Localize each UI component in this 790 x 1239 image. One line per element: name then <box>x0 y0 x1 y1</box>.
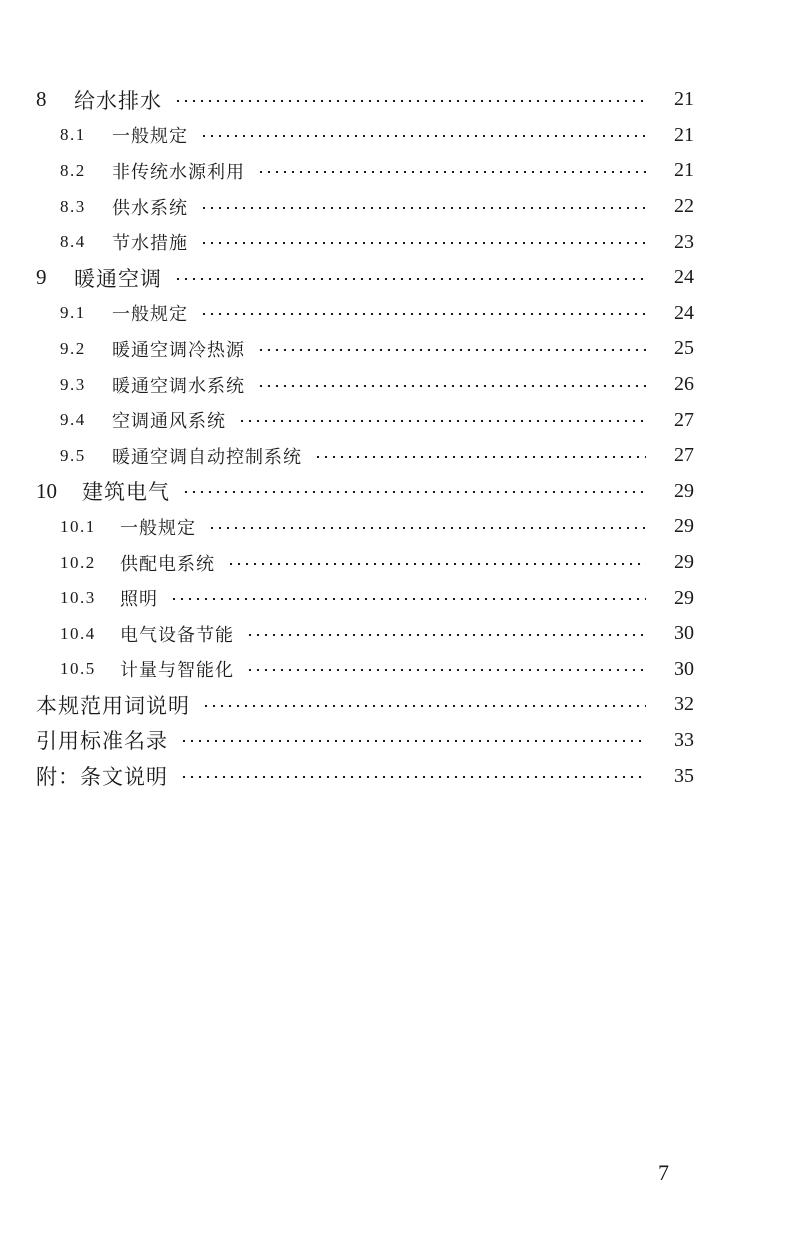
dot-leader <box>314 456 646 458</box>
toc-entry-number: 9 <box>36 265 47 290</box>
toc-entry-section-10-2[interactable] <box>0 545 790 581</box>
toc-entry-section-9-5[interactable] <box>0 438 790 474</box>
dot-leader <box>200 135 646 137</box>
dot-leader <box>257 349 646 351</box>
toc-entry-number: 8.1 <box>60 125 86 145</box>
dot-leader <box>246 669 646 671</box>
toc-entry-number: 10.2 <box>60 552 96 572</box>
toc-entry-page: 21 <box>674 88 694 111</box>
toc-entry-title: 节水措施 <box>112 233 188 255</box>
toc-entry-section-9-4[interactable] <box>0 402 790 438</box>
toc-entry-number: 10.1 <box>60 516 96 536</box>
dot-leader <box>202 705 646 707</box>
toc-entry-page: 32 <box>674 693 694 716</box>
toc-entry-number: 10.4 <box>60 623 96 643</box>
dot-leader <box>180 740 646 742</box>
toc-entry-page: 30 <box>674 622 694 645</box>
toc-entry-chapter-8[interactable] <box>0 82 790 118</box>
toc-entry-page: 29 <box>674 586 694 609</box>
toc-entry-page: 27 <box>674 444 694 467</box>
toc-entry-section-10-4[interactable] <box>0 616 790 652</box>
toc-entry-page: 27 <box>674 408 694 431</box>
toc-entry-title: 空调通风系统 <box>112 411 226 433</box>
toc-entry-title: 计量与智能化 <box>120 660 234 682</box>
toc-entry-page: 25 <box>674 337 694 360</box>
toc-entry-chapter-10[interactable] <box>0 474 790 510</box>
dot-leader <box>174 278 646 280</box>
toc-entry-title: 暖通空调冷热源 <box>112 339 245 361</box>
toc-entry-number: 8.2 <box>60 160 86 180</box>
toc-entry-title: 供配电系统 <box>120 553 215 575</box>
toc-entry-number: 10.3 <box>60 588 96 608</box>
toc-entry-number: 10.5 <box>60 659 96 679</box>
toc-entry-page: 26 <box>674 373 694 396</box>
toc-entry-section-10-5[interactable] <box>0 652 790 688</box>
toc-entry-title: 非传统水源利用 <box>112 161 245 183</box>
toc-entry-title: 引用标准名录 <box>36 729 168 754</box>
toc-entry-section-9-1[interactable] <box>0 296 790 332</box>
page-number: 7 <box>658 1160 669 1185</box>
dot-leader <box>257 171 646 173</box>
toc-entry-section-8-2[interactable] <box>0 153 790 189</box>
dot-leader <box>200 242 646 244</box>
toc-entry-section-9-2[interactable] <box>0 331 790 367</box>
toc-entry-number: 8 <box>36 87 47 112</box>
toc-entry-title: 附：条文说明 <box>36 765 168 790</box>
toc-entry-title: 供水系统 <box>112 197 188 219</box>
dot-leader <box>170 598 646 600</box>
toc-entry-number: 9.1 <box>60 303 86 323</box>
toc-entry-section-8-4[interactable] <box>0 224 790 260</box>
toc-entry-number: 9.4 <box>60 410 86 430</box>
toc-entry-number: 9.5 <box>60 445 86 465</box>
toc-entry-section-9-3[interactable] <box>0 367 790 403</box>
dot-leader <box>257 385 646 387</box>
dot-leader <box>200 313 646 315</box>
toc-entry-section-10-1[interactable] <box>0 509 790 545</box>
toc-entry-page: 33 <box>674 728 694 751</box>
dot-leader <box>182 491 646 493</box>
toc-entry-terms-explanation[interactable] <box>0 687 790 723</box>
toc-entry-page: 24 <box>674 301 694 324</box>
toc-entry-chapter-9[interactable] <box>0 260 790 296</box>
toc-entry-number: 8.4 <box>60 232 86 252</box>
toc-entry-page: 24 <box>674 266 694 289</box>
toc-entry-page: 29 <box>674 479 694 502</box>
toc-entry-title: 建筑电气 <box>82 480 170 505</box>
toc-entry-page: 23 <box>674 230 694 253</box>
dot-leader <box>180 776 646 778</box>
toc-entry-section-8-3[interactable] <box>0 189 790 225</box>
toc-entry-title: 给水排水 <box>74 88 162 113</box>
toc-entry-section-10-3[interactable] <box>0 580 790 616</box>
toc-entry-title: 照明 <box>120 589 158 611</box>
toc-entry-page: 29 <box>674 515 694 538</box>
toc-entry-title: 电气设备节能 <box>120 624 234 646</box>
toc-entry-page: 29 <box>674 551 694 574</box>
toc-entry-page: 21 <box>674 159 694 182</box>
toc-entry-title: 一般规定 <box>112 304 188 326</box>
toc-entry-page: 22 <box>674 195 694 218</box>
toc-entry-title: 暖通空调水系统 <box>112 375 245 397</box>
toc-entry-appendix-explanation[interactable] <box>0 758 790 794</box>
toc-entry-section-8-1[interactable] <box>0 118 790 154</box>
toc-entry-page: 35 <box>674 764 694 787</box>
table-of-contents <box>0 82 790 794</box>
dot-leader <box>174 100 646 102</box>
toc-entry-page: 21 <box>674 123 694 146</box>
toc-entry-title: 一般规定 <box>112 126 188 148</box>
toc-entry-number: 8.3 <box>60 196 86 216</box>
toc-entry-page: 30 <box>674 657 694 680</box>
toc-entry-referenced-standards[interactable] <box>0 723 790 759</box>
dot-leader <box>238 420 646 422</box>
toc-entry-title: 暖通空调 <box>74 266 162 291</box>
dot-leader <box>246 634 646 636</box>
toc-entry-number: 9.2 <box>60 338 86 358</box>
toc-entry-title: 一般规定 <box>120 517 196 539</box>
toc-entry-title: 暖通空调自动控制系统 <box>112 446 302 468</box>
toc-entry-number: 10 <box>36 478 57 503</box>
toc-entry-title: 本规范用词说明 <box>36 693 190 718</box>
dot-leader <box>200 207 646 209</box>
toc-entry-number: 9.3 <box>60 374 86 394</box>
dot-leader <box>227 563 646 565</box>
dot-leader <box>208 527 646 529</box>
